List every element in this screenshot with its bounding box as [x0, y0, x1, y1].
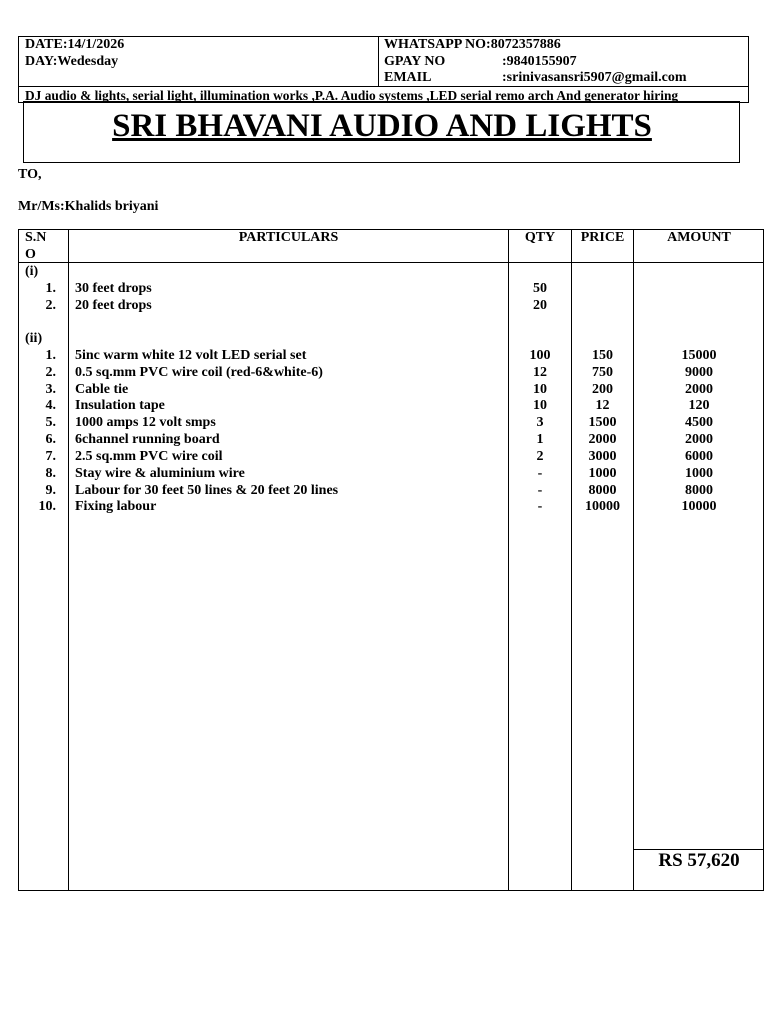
- row-price: 2000: [588, 432, 617, 447]
- customer-name: Mr/Ms:Khalids briyani: [18, 199, 159, 214]
- invoice-date: DATE:14/1/2026: [25, 37, 125, 52]
- col-divider-price: [633, 229, 634, 891]
- row-amount: 15000: [681, 348, 717, 363]
- row-amount: 2000: [685, 382, 713, 397]
- row-particular: Fixing labour: [75, 499, 157, 514]
- row-particular: 5inc warm white 12 volt LED serial set: [75, 348, 307, 363]
- row-qty: 100: [529, 348, 551, 363]
- whatsapp-number: WHATSAPP NO:8072357886: [384, 37, 561, 52]
- row-particular: Insulation tape: [75, 398, 165, 413]
- row-sno: 8.: [45, 466, 56, 481]
- row-qty: 12: [533, 365, 547, 380]
- invoice-table: [18, 229, 764, 891]
- email-value: :srinivasansri5907@gmail.com: [502, 70, 687, 85]
- company-name: SRI BHAVANI AUDIO AND LIGHTS: [112, 108, 652, 144]
- header-particulars: PARTICULARS: [238, 230, 339, 245]
- row-particular: Cable tie: [75, 382, 129, 397]
- col-divider-sno: [68, 229, 69, 891]
- to-label: TO,: [18, 167, 42, 182]
- row-particular: 6channel running board: [75, 432, 220, 447]
- row-amount: 9000: [685, 365, 713, 380]
- row-qty: -: [537, 466, 543, 481]
- col-divider-qty: [571, 229, 572, 891]
- row-sno: 10.: [38, 499, 56, 514]
- invoice-day: DAY:Wedesday: [25, 54, 119, 69]
- row-particular: 20 feet drops: [75, 298, 152, 313]
- row-amount: 2000: [685, 432, 713, 447]
- row-qty: 1: [536, 432, 544, 447]
- row-qty: 2: [536, 449, 544, 464]
- row-sno: 1.: [45, 281, 56, 296]
- row-sno: 3.: [45, 382, 56, 397]
- row-qty: -: [537, 499, 543, 514]
- gpay-label: GPAY NO: [384, 54, 446, 69]
- table-header-divider: [18, 262, 764, 263]
- row-sno: 7.: [45, 449, 56, 464]
- row-particular: 1000 amps 12 volt smps: [75, 415, 216, 430]
- row-particular: 0.5 sq.mm PVC wire coil (red-6&white-6): [75, 365, 323, 380]
- row-amount: 6000: [685, 449, 713, 464]
- row-sno: 9.: [45, 483, 56, 498]
- row-qty: 3: [536, 415, 544, 430]
- row-qty: 10: [533, 398, 547, 413]
- row-sno: 5.: [45, 415, 56, 430]
- row-price: 10000: [585, 499, 620, 514]
- row-particular: 2.5 sq.mm PVC wire coil: [75, 449, 223, 464]
- row-amount: 4500: [685, 415, 713, 430]
- row-sno: 4.: [45, 398, 56, 413]
- row-qty: 10: [533, 382, 547, 397]
- row-price: 1500: [588, 415, 617, 430]
- section-label: (i): [25, 264, 39, 279]
- gpay-value: :9840155907: [502, 54, 577, 69]
- row-price: 12: [595, 398, 610, 413]
- row-price: 200: [592, 382, 613, 397]
- header-price: PRICE: [580, 230, 625, 245]
- row-price: 750: [592, 365, 613, 380]
- row-sno: 2.: [45, 365, 56, 380]
- row-sno: 6.: [45, 432, 56, 447]
- row-qty: 50: [533, 281, 547, 296]
- row-amount: 10000: [681, 499, 717, 514]
- row-particular: 30 feet drops: [75, 281, 152, 296]
- header-sno-line1: S.N: [25, 230, 47, 245]
- row-qty: -: [537, 483, 543, 498]
- row-amount: 120: [688, 398, 710, 413]
- header-divider: [378, 36, 379, 87]
- invoice-total: RS 57,620: [658, 850, 740, 871]
- row-price: 1000: [588, 466, 617, 481]
- col-divider-particulars: [508, 229, 509, 891]
- row-sno: 1.: [45, 348, 56, 363]
- services-line: DJ audio & lights, serial light, illumination works ,P.A. Audio systems ,LED serial remo arch And generator hiring: [25, 88, 679, 103]
- header-sno-line2: O: [25, 247, 36, 262]
- row-sno: 2.: [45, 298, 56, 313]
- row-price: 150: [592, 348, 613, 363]
- header-amount: AMOUNT: [667, 230, 731, 245]
- row-particular: Labour for 30 feet 50 lines & 20 feet 20 lines: [75, 483, 339, 498]
- email-label: EMAIL: [384, 70, 432, 85]
- row-price: 3000: [588, 449, 617, 464]
- row-amount: 8000: [685, 483, 713, 498]
- row-particular: Stay wire & aluminium wire: [75, 466, 245, 481]
- header-qty: QTY: [524, 230, 556, 245]
- row-price: 8000: [588, 483, 617, 498]
- row-amount: 1000: [685, 466, 713, 481]
- row-qty: 20: [533, 298, 547, 313]
- section-label: (ii): [25, 331, 43, 346]
